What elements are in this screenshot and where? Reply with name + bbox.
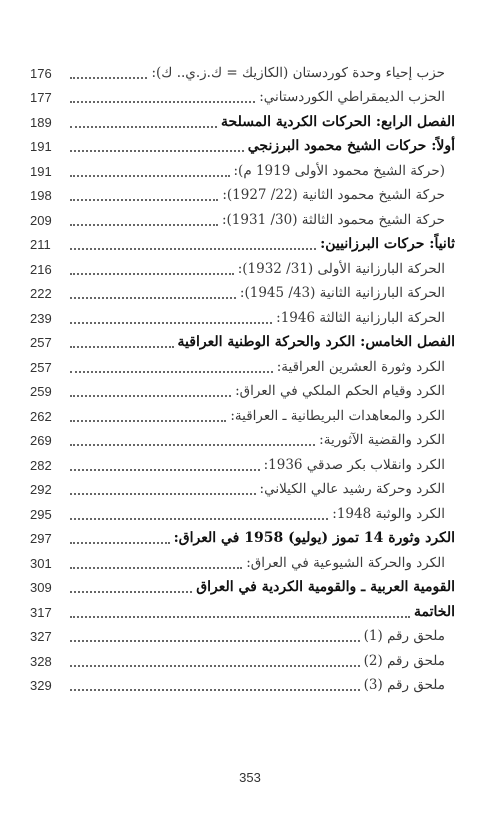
toc-page-number: 327 — [30, 629, 52, 644]
toc-entry-title: الكرد والمعاهدات البريطانية ـ العراقية: — [230, 407, 445, 424]
toc-entry-title: (حركة الشيخ محمود الأولى 1919 م): — [233, 162, 445, 179]
dot-leader — [70, 504, 328, 520]
toc-entry — [30, 426, 455, 451]
toc-entry — [30, 328, 455, 353]
dot-leader — [70, 675, 360, 691]
toc-entry-title: الكرد والقضية الآثورية: — [319, 432, 445, 448]
dot-leader — [70, 136, 244, 152]
toc-page-number: 222 — [30, 286, 52, 301]
toc-page-number: 262 — [30, 408, 52, 424]
toc-entry — [30, 58, 455, 83]
dot-leader — [70, 332, 174, 348]
toc-entry-title: حركة الشيخ محمود الثانية (22/ 1927): — [222, 187, 445, 203]
toc-entry — [30, 83, 455, 108]
dot-leader — [70, 651, 360, 667]
toc-entry-title: ملحق رقم (1) — [363, 628, 445, 644]
toc-entry — [30, 205, 455, 230]
toc-entry-title: الكرد وحركة رشيد عالي الكيلاني: — [259, 481, 445, 497]
toc-page-number: 328 — [30, 653, 52, 669]
toc-page-number: 309 — [30, 580, 52, 595]
toc-entry — [30, 524, 455, 549]
toc-entry — [30, 377, 455, 402]
toc-entry — [30, 573, 455, 598]
toc-page-number: 282 — [30, 457, 52, 473]
toc-page-number: 295 — [30, 506, 52, 522]
toc-entry-title: القومية العربية ـ والقومية الكردية في العراق — [196, 579, 455, 595]
toc-entry-title: الكرد وثورة العشرين العراقية: — [276, 358, 445, 375]
toc-entry-title: الخاتمة — [414, 603, 455, 620]
toc-page-number: 189 — [30, 114, 52, 130]
dot-leader — [70, 63, 147, 79]
dot-leader — [70, 357, 273, 373]
toc-page-number: 239 — [30, 310, 52, 326]
toc-entry-title: ملحق رقم (3) — [363, 677, 445, 693]
dot-leader — [70, 381, 231, 397]
dot-leader — [70, 283, 236, 299]
toc-entry — [30, 450, 455, 475]
dot-leader — [70, 406, 226, 422]
toc-entry — [30, 132, 455, 157]
toc-entry — [30, 352, 455, 377]
toc-entry — [30, 107, 455, 132]
table-of-contents — [30, 58, 455, 695]
toc-page-number: 177 — [30, 90, 52, 105]
toc-page-number: 257 — [30, 335, 52, 350]
toc-entry-title: الحركة البارزانية الثانية (43/ 1945): — [239, 285, 445, 301]
dot-leader — [70, 602, 410, 618]
toc-entry-title: أولاً: حركات الشيخ محمود البرزنجي — [247, 138, 455, 154]
toc-page-number: 209 — [30, 212, 52, 228]
toc-page-number: 292 — [30, 482, 52, 497]
toc-entry-title: الكرد والحركة الشيوعية في العراق: — [246, 554, 445, 571]
toc-entry — [30, 622, 455, 647]
toc-page-number: 259 — [30, 384, 52, 399]
toc-entry-title: الحزب الديمقراطي الكوردستاني: — [259, 89, 445, 105]
dot-leader — [70, 234, 316, 250]
dot-leader — [70, 577, 192, 593]
toc-entry-title: ملحق رقم (2) — [363, 652, 445, 669]
toc-entry-title: الكرد والوثبة 1948: — [332, 505, 445, 522]
toc-page-number: 269 — [30, 433, 52, 448]
toc-entry — [30, 156, 455, 181]
toc-entry — [30, 303, 455, 328]
dot-leader — [70, 430, 315, 446]
dot-leader — [70, 479, 256, 495]
toc-entry — [30, 254, 455, 279]
toc-entry-title: الحركة البارزانية الثالثة 1946: — [276, 309, 445, 326]
toc-page-number: 191 — [30, 163, 52, 179]
toc-entry — [30, 597, 455, 622]
page-number: 353 — [239, 770, 261, 785]
toc-page-number: 198 — [30, 188, 52, 203]
toc-page-number: 297 — [30, 531, 52, 546]
dot-leader — [70, 308, 272, 324]
toc-entry-title: حزب إحياء وحدة كوردستان (الكازيك = ك.ز.ي.. ك): — [151, 64, 445, 81]
toc-entry — [30, 646, 455, 671]
toc-entry-title: حركة الشيخ محمود الثالثة (30/ 1931): — [221, 211, 445, 228]
toc-entry — [30, 475, 455, 500]
toc-page-number: 191 — [30, 139, 52, 154]
toc-page-number: 176 — [30, 65, 52, 81]
toc-page-number: 211 — [30, 237, 51, 252]
toc-entry-title: الكرد وثورة 14 تموز (يوليو) 1958 في العراق: — [173, 530, 455, 546]
dot-leader — [70, 161, 230, 177]
dot-leader — [70, 259, 234, 275]
toc-entry-title: الكرد وقيام الحكم الملكي في العراق: — [235, 383, 445, 399]
dot-leader — [70, 528, 170, 544]
toc-entry-title: الحركة البارزانية الأولى (31/ 1932): — [237, 260, 445, 277]
dot-leader — [70, 553, 242, 569]
dot-leader — [70, 87, 255, 103]
toc-page-number: 216 — [30, 261, 52, 277]
toc-entry-title: الفصل الرابع: الحركات الكردية المسلحة — [221, 113, 455, 130]
toc-page-number: 257 — [30, 359, 52, 375]
toc-entry — [30, 230, 455, 255]
toc-entry — [30, 499, 455, 524]
toc-entry-title: الكرد وانقلاب بكر صدقي 1936: — [263, 456, 445, 473]
toc-entry — [30, 671, 455, 696]
toc-page-number: 317 — [30, 604, 52, 620]
dot-leader — [70, 626, 360, 642]
toc-entry — [30, 181, 455, 206]
toc-entry — [30, 401, 455, 426]
toc-entry — [30, 548, 455, 573]
toc-page-number: 329 — [30, 678, 52, 693]
toc-entry-title: الفصل الخامس: الكرد والحركة الوطنية العراقية — [177, 334, 455, 350]
toc-entry-title: ثانياً: حركات البرزانيين: — [320, 236, 455, 252]
dot-leader — [70, 210, 218, 226]
dot-leader — [70, 455, 260, 471]
dot-leader — [70, 112, 217, 128]
toc-page-number: 301 — [30, 555, 52, 571]
dot-leader — [70, 185, 218, 201]
toc-entry — [30, 279, 455, 304]
